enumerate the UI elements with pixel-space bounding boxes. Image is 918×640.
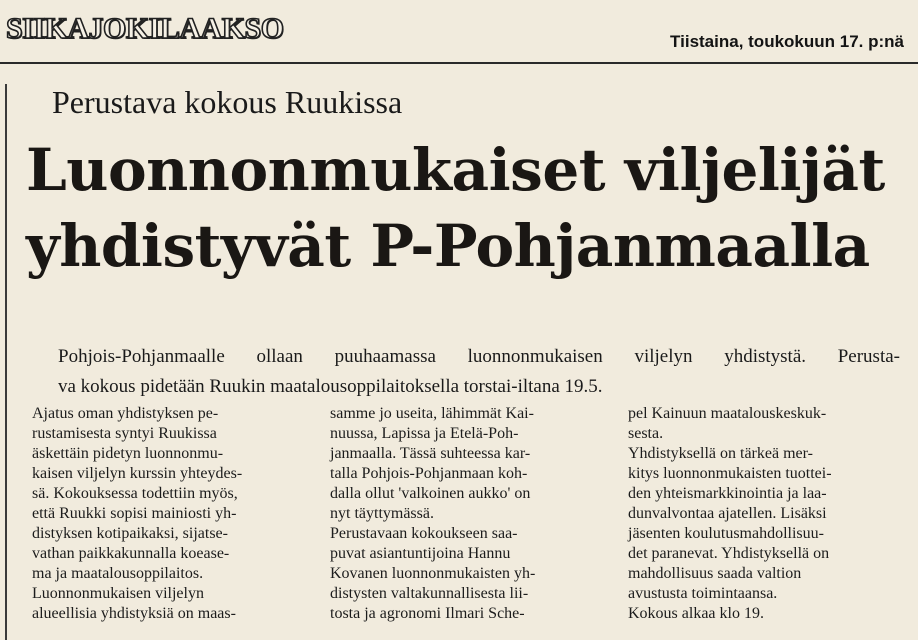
body-text-line: tosta ja agronomi Ilmari Sche- (330, 605, 525, 622)
body-text-line: distysten valtakunnallisesta lii- (330, 585, 529, 602)
article-lead (58, 342, 900, 402)
newspaper-masthead: SIIKAJOKILAAKSO (6, 12, 284, 45)
body-text-line: että Ruukki sopisi mainiosti yh- (32, 505, 237, 522)
body-text-line: Ajatus oman yhdistyksen pe- (32, 405, 219, 422)
body-text-line: Yhdistyksellä on tärkeä mer- (628, 445, 813, 462)
body-text-line: dalla ollut 'valkoinen aukko' on (330, 485, 531, 502)
article-kicker: Perustava kokous Ruukissa (52, 84, 403, 120)
body-text-line: puvat asiantuntijoina Hannu (330, 545, 511, 562)
body-text-line: dunvalvontaa ajatellen. Lisäksi (628, 505, 827, 522)
body-text-line: sä. Kokouksessa todettiin myös, (32, 485, 238, 502)
body-text-line: rustamisesta syntyi Ruukissa (32, 425, 217, 442)
issue-date: Tiistaina, toukokuun 17. p:nä (670, 32, 904, 51)
headline-line: Luonnonmukaiset viljelijät (26, 136, 885, 204)
lead-line: va kokous pidetään Ruukin maatalousoppilaitoksella torstai-iltana 19.5. (58, 376, 603, 397)
article-headline (26, 132, 885, 284)
body-text-line: talla Pohjois-Pohjanmaan koh- (330, 465, 528, 482)
body-text-line: pel Kainuun maatalouskeskuk- (628, 405, 827, 422)
body-text-line: janmaalla. Tässä suhteessa kar- (330, 445, 531, 462)
body-text-line: Luonnonmukaisen viljelyn (32, 585, 204, 602)
body-text-line: jäsenten koulutusmahdollisuu- (628, 525, 824, 542)
body-text-line: distyksen kotipaikaksi, sijatse- (32, 525, 228, 542)
body-text-line: mahdollisuus saada valtion (628, 565, 802, 582)
body-column-2 (330, 404, 600, 624)
body-text-line: det paranevat. Yhdistyksellä on (628, 545, 830, 562)
body-text-line: nuussa, Lapissa ja Etelä-Poh- (330, 425, 519, 442)
body-text-line: kitys luonnonmukaisten tuottei- (628, 465, 832, 482)
body-text-line: Kokous alkaa klo 19. (628, 605, 764, 622)
body-text-line: den yhteismarkkinointia ja laa- (628, 485, 827, 502)
body-column-1 (32, 404, 302, 624)
body-text-line: avustusta toimintaansa. (628, 585, 778, 602)
body-text-line: vathan paikkakunnalla koease- (32, 545, 230, 562)
body-text-line: sesta. (628, 425, 664, 442)
column-border (5, 84, 7, 640)
body-text-line: alueellisia yhdistyksiä on maas- (32, 605, 236, 622)
body-text-line: ma ja maatalousoppilaitos. (32, 565, 204, 582)
lead-line: Pohjois-Pohjanmaalle ollaan puuhaamassa luonnonmukaisen viljelyn yhdistystä. Perusta- (58, 346, 900, 367)
masthead-rule (0, 62, 918, 64)
body-text-line: samme jo useita, lähimmät Kai- (330, 405, 534, 422)
body-text-line: äskettäin pidetyn luonnonmu- (32, 445, 224, 462)
body-text-line: Kovanen luonnonmukaisten yh- (330, 565, 536, 582)
headline-line: yhdistyvät P-Pohjanmaalla (26, 212, 870, 280)
body-column-3 (628, 404, 898, 624)
body-text-line: nyt täyttymässä. (330, 505, 434, 522)
body-text-line: Perustavaan kokoukseen saa- (330, 525, 518, 542)
body-text-line: kaisen viljelyn kurssin yhteydes- (32, 465, 243, 482)
